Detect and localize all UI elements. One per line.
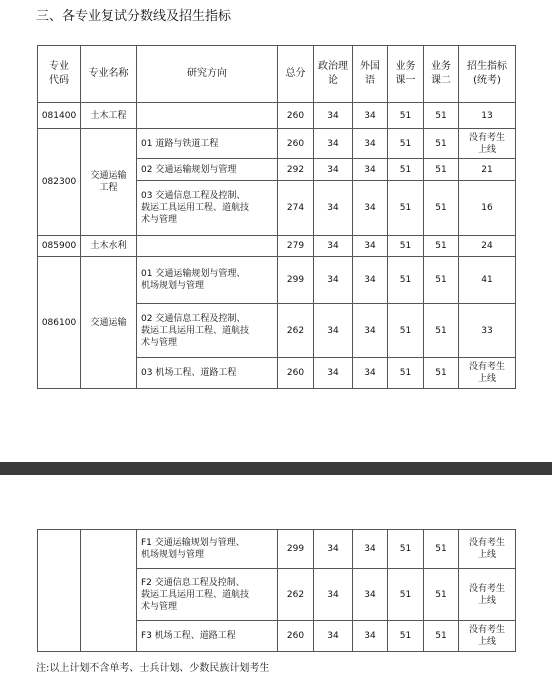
cell-direction: [137, 236, 278, 257]
cell-quota: 没有考生 上线: [459, 129, 516, 159]
cell-direction: 01 道路与铁道工程: [137, 129, 278, 159]
cell-politics: 34: [314, 257, 353, 304]
cell-total: 279: [278, 236, 314, 257]
cell-name: 交通运输: [81, 257, 137, 389]
header-code: 专业 代码: [38, 46, 81, 103]
cell-code: 086100: [38, 257, 81, 389]
cell-course1: 51: [388, 621, 424, 652]
cell-direction: 01 交通运输规划与管理、 机场规划与管理: [137, 257, 278, 304]
cell-course1: 51: [388, 129, 424, 159]
cell-course1: 51: [388, 103, 424, 129]
cell-quota: 21: [459, 159, 516, 181]
cell-politics: 34: [314, 103, 353, 129]
cell-total: 262: [278, 569, 314, 621]
cell-quota: 没有考生 上线: [459, 530, 516, 569]
cell-course1: 51: [388, 304, 424, 358]
cell-total: 260: [278, 358, 314, 389]
header-politics: 政治理 论: [314, 46, 353, 103]
page-break-divider: [0, 462, 552, 475]
cell-quota: 33: [459, 304, 516, 358]
cell-politics: 34: [314, 129, 353, 159]
cell-course2: 51: [424, 129, 459, 159]
cell-foreign: 34: [353, 236, 388, 257]
cell-course2: 51: [424, 358, 459, 389]
cell-foreign: 34: [353, 181, 388, 236]
cell-name: 土木工程: [81, 103, 137, 129]
cell-course1: 51: [388, 257, 424, 304]
table-row: [38, 129, 516, 159]
cell-total: 292: [278, 159, 314, 181]
table-row: [38, 236, 516, 257]
cell-course2: 51: [424, 304, 459, 358]
cell-quota: 没有考生 上线: [459, 358, 516, 389]
cell-course2: 51: [424, 181, 459, 236]
cell-direction: F2 交通信息工程及控制、 载运工具运用工程、道航技 术与管理: [137, 569, 278, 621]
cell-direction: 02 交通信息工程及控制、 载运工具运用工程、道航技 术与管理: [137, 304, 278, 358]
cell-politics: 34: [314, 569, 353, 621]
header-course2: 业务 课二: [424, 46, 459, 103]
cell-foreign: 34: [353, 304, 388, 358]
cell-foreign: 34: [353, 530, 388, 569]
cell-course2: 51: [424, 236, 459, 257]
cell-politics: 34: [314, 181, 353, 236]
cell-direction: 03 机场工程、道路工程: [137, 358, 278, 389]
cell-course1: 51: [388, 358, 424, 389]
footnote: 注:以上计划不含单考、士兵计划、少数民族计划考生: [36, 663, 270, 674]
cell-course2: 51: [424, 621, 459, 652]
cell-direction: 03 交通信息工程及控制、 载运工具运用工程、道航技 术与管理: [137, 181, 278, 236]
score-table-continued: [37, 529, 516, 652]
cell-politics: 34: [314, 358, 353, 389]
cell-foreign: 34: [353, 129, 388, 159]
section-title: 三、各专业复试分数线及招生指标: [36, 9, 232, 24]
cell-course1: 51: [388, 530, 424, 569]
cell-course2: 51: [424, 569, 459, 621]
cell-total: 260: [278, 621, 314, 652]
header-direction: 研究方向: [137, 46, 278, 103]
cell-total: 299: [278, 257, 314, 304]
cell-quota: 13: [459, 103, 516, 129]
cell-total: 262: [278, 304, 314, 358]
cell-politics: 34: [314, 304, 353, 358]
cell-total: 299: [278, 530, 314, 569]
cell-politics: 34: [314, 159, 353, 181]
header-course1: 业务 课一: [388, 46, 424, 103]
header-foreign: 外国 语: [353, 46, 388, 103]
cell-code: 081400: [38, 103, 81, 129]
table-row: [38, 257, 516, 304]
cell-total: 260: [278, 103, 314, 129]
cell-total: 274: [278, 181, 314, 236]
cell-quota: 没有考生 上线: [459, 569, 516, 621]
cell-course1: 51: [388, 236, 424, 257]
cell-direction: [137, 103, 278, 129]
cell-course2: 51: [424, 257, 459, 304]
cell-course2: 51: [424, 159, 459, 181]
cell-quota: 24: [459, 236, 516, 257]
score-table: [37, 45, 516, 389]
cell-foreign: 34: [353, 569, 388, 621]
header-quota: 招生指标 (统考): [459, 46, 516, 103]
cell-total: 260: [278, 129, 314, 159]
cell-quota: 16: [459, 181, 516, 236]
cell-foreign: 34: [353, 358, 388, 389]
cell-course1: 51: [388, 569, 424, 621]
cell-quota: 41: [459, 257, 516, 304]
cell-quota: 没有考生 上线: [459, 621, 516, 652]
cell-foreign: 34: [353, 621, 388, 652]
header-total: 总分: [278, 46, 314, 103]
table-row: [38, 103, 516, 129]
cell-direction: F1 交通运输规划与管理、 机场规划与管理: [137, 530, 278, 569]
cell-direction: F3 机场工程、道路工程: [137, 621, 278, 652]
table-header-row: [38, 46, 516, 103]
cell-code: 082300: [38, 129, 81, 236]
cell-course2: 51: [424, 103, 459, 129]
cell-course1: 51: [388, 159, 424, 181]
cell-course2: 51: [424, 530, 459, 569]
table-row: [38, 530, 516, 569]
cell-foreign: 34: [353, 103, 388, 129]
cell-politics: 34: [314, 530, 353, 569]
cell-course1: 51: [388, 181, 424, 236]
cell-politics: 34: [314, 621, 353, 652]
cell-direction: 02 交通运输规划与管理: [137, 159, 278, 181]
cell-foreign: 34: [353, 159, 388, 181]
cell-foreign: 34: [353, 257, 388, 304]
cell-name: 交通运输 工程: [81, 129, 137, 236]
cell-politics: 34: [314, 236, 353, 257]
header-name: 专业名称: [81, 46, 137, 103]
cell-code: 085900: [38, 236, 81, 257]
cell-name: 土木水利: [81, 236, 137, 257]
cell-name: [81, 530, 137, 652]
cell-code: [38, 530, 81, 652]
